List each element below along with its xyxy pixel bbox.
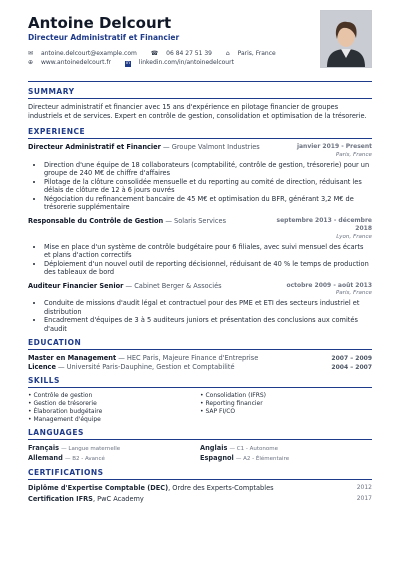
degree: Licence	[28, 363, 56, 371]
experience-heading: EXPERIENCE	[28, 127, 86, 136]
section-divider	[28, 349, 372, 350]
job-org: Groupe Valmont Industries	[171, 143, 260, 151]
certification-year: 2012	[356, 484, 372, 491]
job-title: Auditeur Financier Senior	[28, 281, 124, 290]
degree: Master en Management	[28, 354, 117, 362]
list-item: • Pilotage de la clôture consolidée mensuelle et du reporting au comité de direction, réduisant les délais de clôture de 12 à 6 jours ouvrés	[44, 178, 372, 195]
section-divider	[28, 439, 372, 440]
language-item: Français — Langue maternelle	[28, 444, 121, 452]
phone-text: 06 84 27 51 39	[166, 50, 212, 57]
contact-phone[interactable]	[151, 50, 218, 57]
school: HEC Paris, Majeure Finance d'Entreprise	[126, 354, 259, 362]
skill-item: • SAP FI/CO	[200, 408, 372, 416]
job-location: Paris, France	[335, 290, 372, 296]
education-row: Master en Management — HEC Paris, Majeure Finance d'Entreprise 2007 – 2009	[28, 354, 372, 362]
job-bullets	[28, 299, 372, 333]
language-level: C1 - Autonome	[236, 446, 278, 452]
contact-website[interactable]	[28, 59, 117, 66]
language-name: Espagnol	[200, 454, 234, 462]
candidate-name: Antoine Delcourt	[28, 14, 172, 32]
list-item: • Direction d'une équipe de 18 collaborateurs (comptabilité, contrôle de gestion, trésorerie) pour un groupe de 240 M€ de chiffre d'affaires	[44, 161, 372, 178]
certification-name: Certification IFRS	[28, 494, 93, 503]
home-icon: ⌂	[225, 50, 230, 57]
location-text: Paris, France	[237, 50, 276, 57]
job-entry: Auditeur Financier Senior — Cabinet Berger & Associés octobre 2009 - août 2013 Paris, France • Conduite de missions d'audit légal et contractuel pour des PME et ETI des secteurs industriel et distribution • Encadrement d'équipes de 3 à 5 auditeurs juniors et présentation des conclusions aux comités d'audit	[28, 282, 372, 334]
section-divider	[28, 479, 372, 480]
experience-section	[28, 127, 372, 333]
skill-item: • Consolidation (IFRS)	[200, 392, 372, 400]
section-divider	[28, 98, 372, 99]
job-dates: octobre 2009 - août 2013	[286, 281, 372, 289]
phone-icon: ☎	[150, 50, 159, 57]
job-dates: janvier 2019 - Present	[296, 143, 372, 150]
list-item: • Négociation du refinancement bancaire de 45 M€ et optimisation du BFR, générant 3,2 M€ de trésorerie supplémentaire	[44, 195, 372, 212]
skill-item: • Management d'équipe	[28, 416, 200, 424]
envelope-icon: ✉	[28, 50, 34, 57]
school: Université Paris-Dauphine, Gestion et Comptabilité	[66, 363, 235, 371]
job-entry: Directeur Administratif et Financier — Groupe Valmont Industries janvier 2019 - Present Paris, France • Direction d'une équipe de 18 collaborateurs (comptabilité, contrôle de gestion, trésorerie) pour un groupe de 240 M€ de chiffre d'affaires • Pilotage de la clôture consolidée mensuelle et du reporting au comité de direction, réduisant les délais de clôture de 12 à 6 jours ouvrés • Négociation du refinancement bancaire de 45 M€ et optimisation du BFR, générant 3,2 M€ de trésorerie supplémentaire	[28, 143, 372, 212]
education-section	[28, 338, 372, 372]
skills-section	[28, 376, 372, 424]
candidate-role: Directeur Administratif et Financier	[28, 33, 180, 42]
linkedin-icon: in	[125, 61, 130, 66]
certification-org: PwC Academy	[97, 494, 144, 503]
certification-year: 2017	[356, 494, 372, 502]
contact-email[interactable]	[28, 50, 143, 57]
globe-icon: ⊕	[28, 59, 34, 66]
language-name: Français	[28, 444, 60, 452]
job-dates: septembre 2013 - décembre 2018	[276, 216, 372, 232]
languages-list	[28, 444, 372, 464]
language-item: Anglais — C1 - Autonome	[200, 444, 278, 452]
job-bullets	[28, 243, 372, 277]
skills-list	[28, 392, 372, 424]
contact-location	[226, 50, 282, 57]
list-item: • Conduite de missions d'audit légal et contractuel pour des PME et ETI des secteurs industriel et distribution	[44, 299, 372, 316]
job-bullets	[28, 161, 372, 212]
email-text: antoine.delcourt@example.com	[40, 50, 137, 57]
summary-section	[28, 87, 372, 121]
education-dates: 2004 – 2007	[331, 364, 372, 371]
language-level: Langue maternelle	[68, 446, 121, 452]
job-entry: Responsable du Contrôle de Gestion — Solaris Services septembre 2013 - décembre 2018 Lyon, France • Mise en place d'un système de contrôle budgétaire pour 6 filiales, avec suivi mensuel des écarts et plans d'action correctifs • Déploiement d'un nouvel outil de reporting décisionnel, réduisant de 40 % le temps de production des tableaux de bord	[28, 217, 372, 277]
education-row: Licence — Université Paris-Dauphine, Gestion et Comptabilité 2004 – 2007	[28, 363, 372, 371]
languages-heading: LANGUAGES	[28, 428, 84, 437]
certification-name: Diplôme d'Expertise Comptable (DEC)	[28, 484, 169, 492]
job-title: Responsable du Contrôle de Gestion	[28, 216, 164, 225]
section-divider	[28, 387, 372, 388]
education-dates: 2007 – 2009	[331, 355, 372, 362]
list-item: • Déploiement d'un nouvel outil de reporting décisionnel, réduisant de 40 % le temps de production des tableaux de bord	[44, 260, 372, 277]
summary-text: Directeur administratif et financier avec 15 ans d'expérience en pilotage financier de groupes industriels et de services. Expert en contrôle de gestion, consolidation et optimisation de la trésorerie.	[28, 103, 367, 120]
profile-photo	[320, 10, 372, 68]
languages-section	[28, 428, 372, 464]
certifications-heading: CERTIFICATIONS	[28, 468, 104, 477]
language-level: A2 - Élémentaire	[243, 456, 290, 462]
skill-item: • Contrôle de gestion	[28, 392, 200, 400]
language-name: Anglais	[200, 444, 228, 452]
certifications-section	[28, 468, 372, 503]
skill-item: • Gestion de trésorerie	[28, 400, 200, 408]
summary-heading: SUMMARY	[28, 87, 75, 96]
skill-item: • Élaboration budgétaire	[28, 408, 200, 416]
linkedin-text: linkedin.com/in/antoinedelcourt	[138, 59, 234, 66]
job-location: Paris, France	[335, 151, 372, 158]
language-item: Espagnol — A2 - Élémentaire	[200, 454, 290, 462]
certification-row: Diplôme d'Expertise Comptable (DEC), Ordre des Experts-Comptables 2012	[28, 484, 372, 492]
section-divider	[28, 138, 372, 139]
language-item: Allemand — B2 - Avancé	[28, 454, 105, 462]
job-location: Lyon, France	[336, 233, 372, 240]
certification-row: Certification IFRS, PwC Academy 2017	[28, 494, 372, 503]
list-item: • Encadrement d'équipes de 3 à 5 auditeurs juniors et présentation des conclusions aux comités d'audit	[44, 316, 372, 333]
contact-linkedin[interactable]	[125, 59, 240, 66]
website-text: www.antoinedelcourt.fr	[40, 59, 111, 66]
language-name: Allemand	[28, 454, 63, 462]
certification-org: Ordre des Experts-Comptables	[172, 484, 274, 492]
job-title: Directeur Administratif et Financier	[28, 143, 161, 151]
job-org: Solaris Services	[174, 216, 227, 225]
language-level: B2 - Avancé	[72, 456, 105, 462]
skills-heading: SKILLS	[28, 376, 60, 385]
list-item: • Mise en place d'un système de contrôle budgétaire pour 6 filiales, avec suivi mensuel des écarts et plans d'action correctifs	[44, 243, 372, 260]
education-heading: EDUCATION	[28, 338, 82, 347]
job-org: Cabinet Berger & Associés	[134, 281, 222, 290]
header-divider	[28, 81, 372, 82]
skill-item: • Reporting financier	[200, 400, 372, 408]
